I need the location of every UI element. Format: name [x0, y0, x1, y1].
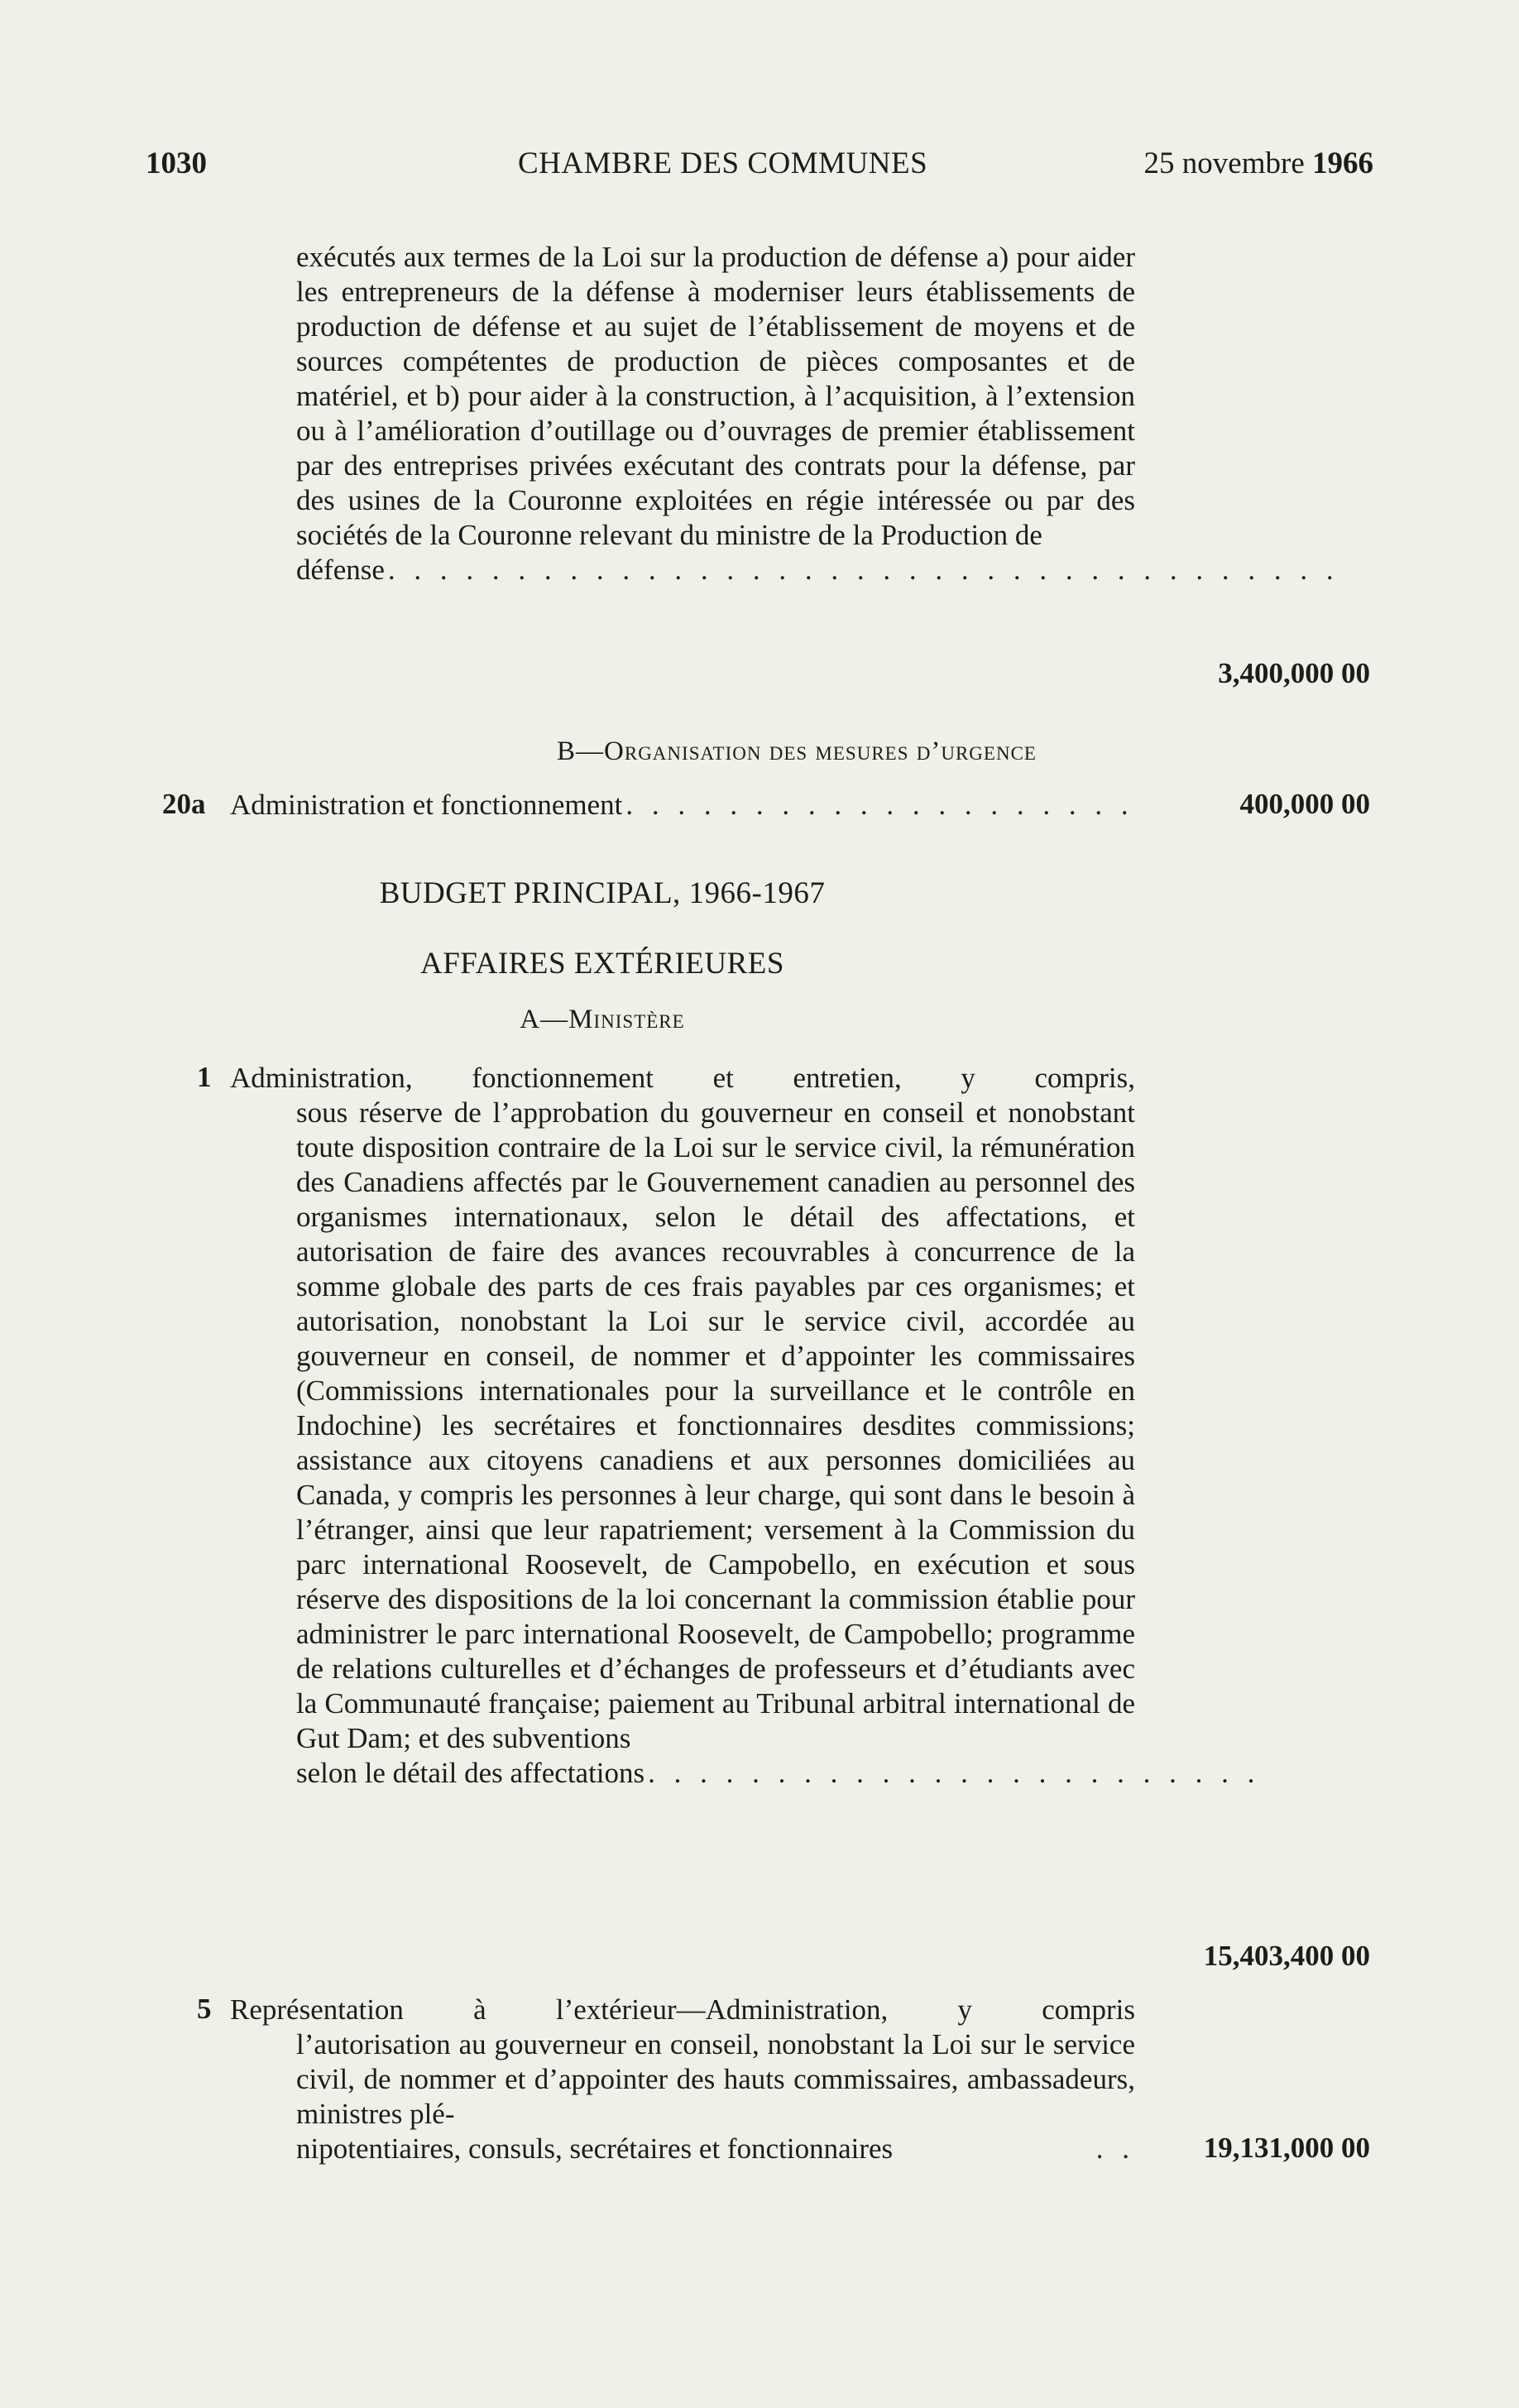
- budget-title: [0, 875, 1519, 911]
- header-date-year: 1966: [1312, 146, 1373, 180]
- vote-1-first-line-text: Administration, fonctionnement et entretien, y compris,: [230, 1062, 1135, 1094]
- header-date: [1144, 146, 1373, 181]
- emergency-amount: 400,000 00: [1239, 788, 1370, 820]
- department-title-text: AFFAIRES EXTÉRIEURES: [420, 947, 784, 981]
- vote-5-first-line: [230, 1993, 1135, 2027]
- dot-leader: . . . . . . . . . . . . . . . . . . . . . . . .: [648, 1757, 1261, 1789]
- vote-5-first-line-text: Représentation à l’extérieur—Administration, y compris: [230, 1993, 1135, 2026]
- defense-production-text: exécutés aux termes de la Loi sur la production de défense a) pour aider les entrepreneurs de la défense à moderniser leurs établissements de production de défense et au sujet de l’établissement de moyens et de sources compétentes de production de pièces composantes et de matériel, et b) pour aider à la construction, à l’acquisition, à l’extension ou à l’amélioration d’outillage ou d’ouvrages de premier établissement par des entreprises privées exécutant des contrats pour la défense, par des usines de la Couronne exploitées en régie intéressée ou par des sociétés de la Couronne relevant du ministre de la Production de: [296, 241, 1135, 551]
- dot-leader: . .: [1095, 2132, 1135, 2165]
- vote-5-last-line: [296, 2132, 1135, 2166]
- house-title: CHAMBRE DES COMMUNES: [518, 146, 928, 180]
- defense-production-last-line-text: défense: [296, 554, 385, 586]
- vote-5-paragraph: [296, 2027, 1135, 2166]
- budget-title-text: BUDGET PRINCIPAL, 1966-1967: [379, 876, 826, 910]
- section-title-text: A—Ministère: [520, 1005, 685, 1034]
- vote-5-text: l’autorisation au gouverneur en conseil, nonobstant la Loi sur le service civil, de nommer et d’appointer des hauts commissaires, ambassadeurs, ministres plé-: [296, 2028, 1135, 2130]
- dot-leader: . . . . . . . . . . . . . . . . . . . . . . . . . . . . . . . . . . . . .: [387, 554, 1339, 586]
- dot-leader: . . . . . . . . . . . . . . . . . . . .: [625, 789, 1134, 821]
- emergency-item-line: [230, 788, 1135, 823]
- vote-1-amount: 15,403,400 00: [1203, 1940, 1370, 1972]
- department-title: [0, 946, 1519, 981]
- header-date-day-month: 25 novembre: [1143, 146, 1305, 180]
- vote-number-20a: 20a: [162, 788, 206, 820]
- defense-production-paragraph: [296, 240, 1339, 588]
- vote-5-amount: 19,131,000 00: [1203, 2132, 1370, 2164]
- defense-production-amount: 3,400,000 00: [1218, 657, 1370, 689]
- emergency-item-text: Administration et fonctionnement: [230, 789, 623, 821]
- vote-number-1: 1: [197, 1061, 212, 1093]
- emergency-item: [230, 788, 1135, 823]
- defense-production-last-line: [296, 553, 1339, 588]
- vote-5-last-line-text: nipotentiaires, consuls, secrétaires et fonctionnaires: [296, 2132, 894, 2165]
- page-number: 1030: [146, 146, 207, 180]
- vote-number-5: 5: [197, 1993, 212, 2025]
- vote-1-first-line: [230, 1061, 1135, 1096]
- emergency-section-heading: [0, 736, 1519, 767]
- vote-1-paragraph: [296, 1096, 1261, 1791]
- section-title: [0, 1005, 1519, 1035]
- emergency-heading-text: B—Organisation des mesures d’urgence: [557, 736, 1037, 766]
- vote-1-last-line-text: selon le détail des affectations: [296, 1757, 645, 1789]
- running-header: [146, 146, 1373, 187]
- vote-1-text: sous réserve de l’approbation du gouverneur en conseil et nonobstant toute disposition contraire de la Loi sur le service civil, la rémunération des Canadiens affectés par le Gouvernement canadien au personnel des organismes internationaux, selon le détail des affectations, et autorisation de faire des avances recouvrables à concurrence de la somme globale des parts de ces frais payables par ces organismes; et autorisation, nonobstant la Loi sur le service civil, accordée au gouverneur en conseil, de nommer et d’appointer les commissaires (Commissions internationales pour la surveillance et le contrôle en Indochine) les secrétaires et fonctionnaires desdites commissions; assistance aux citoyens canadiens et aux personnes domiciliées au Canada, y compris les personnes à leur charge, qui sont dans le besoin à l’étranger, ainsi que leur rapatriement; versement à la Commission du parc international Roosevelt, de Campobello, en exécution et sous réserve des dispositions de la loi concernant la commission établie pour administrer le parc international Roosevelt, de Campobello; programme de relations culturelles et d’échanges de professeurs et d’étudiants avec la Communauté française; paiement au Tribunal arbitral international de Gut Dam; et des subventions: [296, 1096, 1135, 1754]
- vote-1-last-line: [296, 1756, 1261, 1791]
